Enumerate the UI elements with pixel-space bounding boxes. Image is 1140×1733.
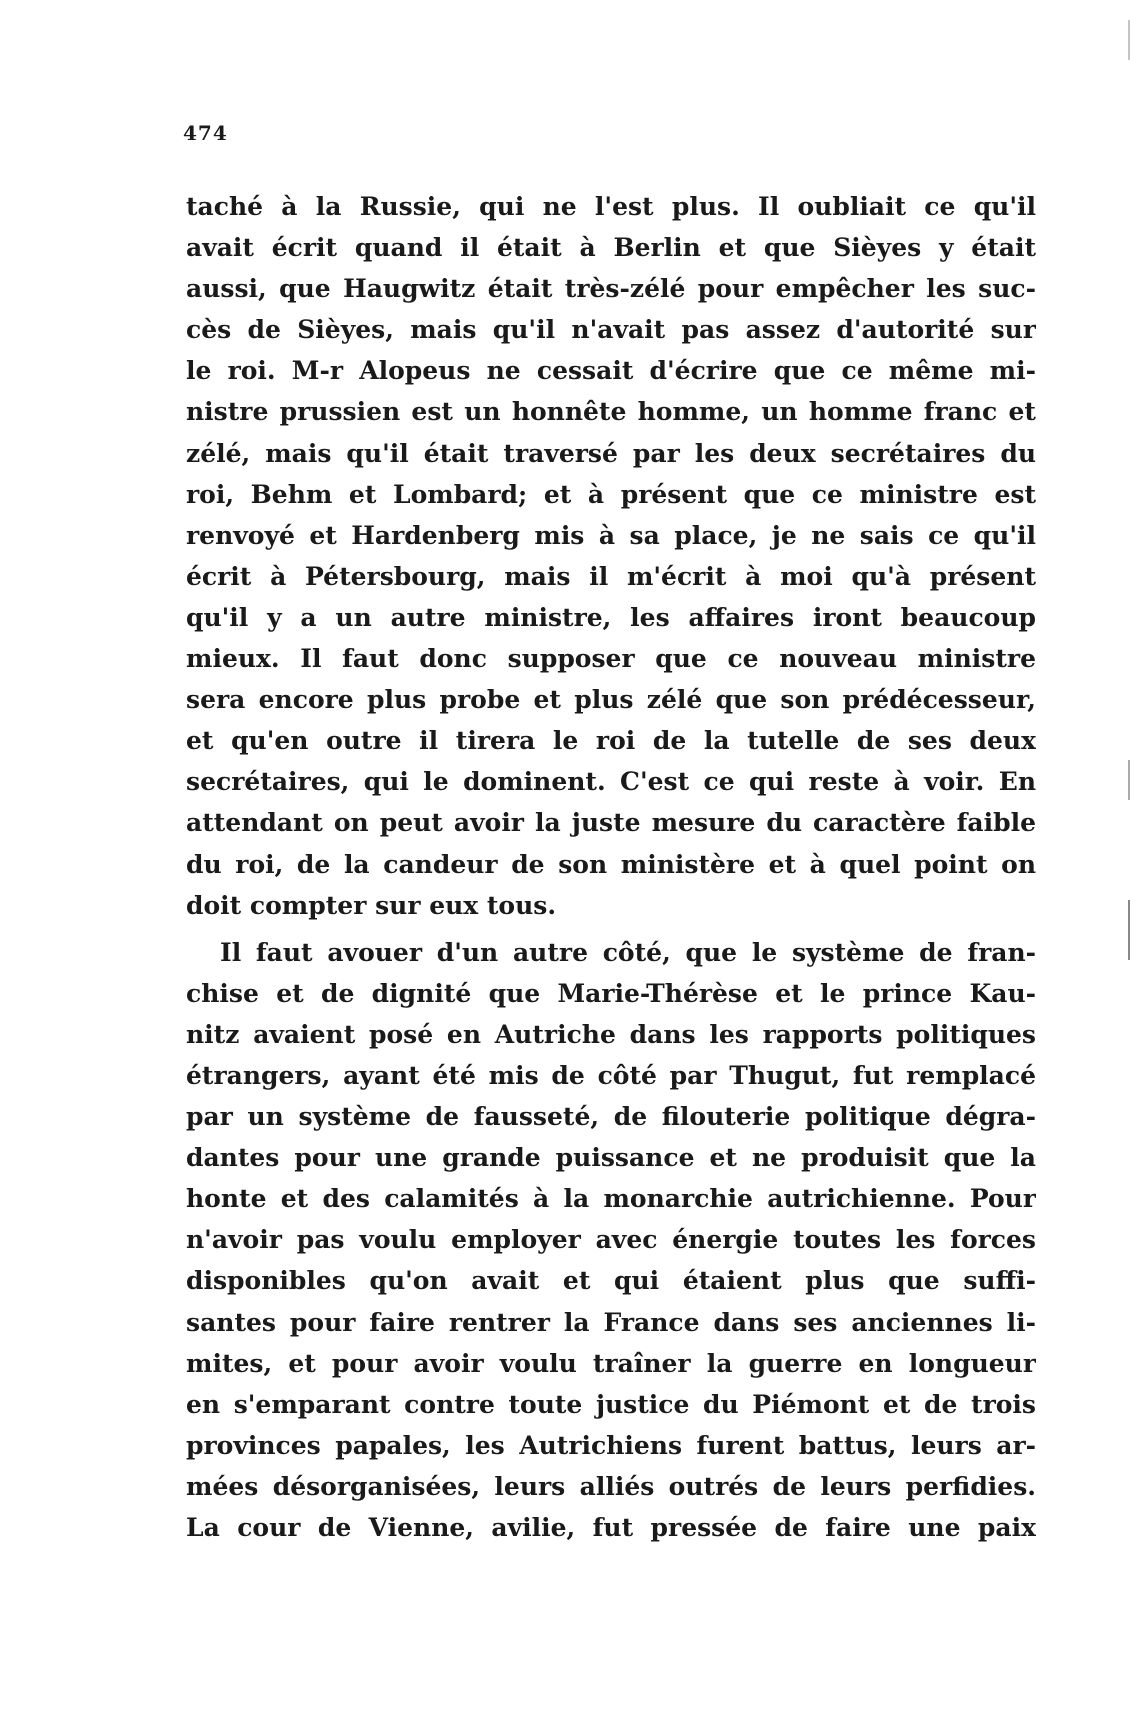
scan-mark: [1128, 900, 1130, 960]
text-line: le roi. M-r Alopeus ne cessait d'écrire que ce même mi-: [186, 356, 1036, 386]
text-line: mites, et pour avoir voulu traîner la guerre en longueur: [186, 1348, 1036, 1378]
scan-mark: [1128, 760, 1130, 800]
text-line: par un système de fausseté, de filouterie politique dégra-: [186, 1102, 1036, 1132]
text-line: mées désorganisées, leurs alliés outrés de leurs perfidies.: [186, 1471, 1036, 1501]
text-line: chise et de dignité que Marie-Thérèse et le prince Kau-: [186, 978, 1036, 1008]
text-line: taché à la Russie, qui ne l'est plus. Il oubliait ce qu'il: [186, 192, 1036, 221]
scan-mark: [1128, 20, 1130, 60]
text-line: La cour de Vienne, avilie, fut pressée de faire une paix: [186, 1513, 1036, 1542]
text-line: mieux. Il faut donc supposer que ce nouveau ministre: [186, 644, 1036, 674]
text-line: n'avoir pas voulu employer avec énergie toutes les forces: [186, 1225, 1036, 1255]
text-line: renvoyé et Hardenberg mis à sa place, je ne sais ce qu'il: [186, 520, 1036, 550]
text-line: sera encore plus probe et plus zélé que son prédécesseur,: [186, 685, 1036, 715]
text-line: qu'il y a un autre ministre, les affaires iront beaucoup: [186, 602, 1036, 632]
text-line: disponibles qu'on avait et qui étaient plus que suffi-: [186, 1266, 1036, 1296]
text-line: et qu'en outre il tirera le roi de la tutelle de ses deux: [186, 726, 1036, 756]
text-line: aussi, que Haugwitz était très-zélé pour empêcher les suc-: [186, 274, 1036, 304]
text-line: provinces papales, les Autrichiens furent battus, leurs ar-: [186, 1430, 1036, 1460]
text-line: en s'emparant contre toute justice du Piémont et de trois: [186, 1389, 1036, 1419]
text-line: Il faut avouer d'un autre côté, que le système de fran-: [220, 937, 1036, 967]
text-line: du roi, de la candeur de son ministère et à quel point on: [186, 849, 1036, 879]
text-line: nistre prussien est un honnête homme, un homme franc et: [186, 397, 1036, 427]
text-line: nitz avaient posé en Autriche dans les rapports politiques: [186, 1019, 1036, 1049]
text-line: étrangers, ayant été mis de côté par Thugut, fut remplacé: [186, 1060, 1036, 1090]
text-line: doit compter sur eux tous.: [186, 890, 557, 920]
text-line: dantes pour une grande puissance et ne produisit que la: [186, 1143, 1036, 1173]
text-line: honte et des calamités à la monarchie autrichienne. Pour: [186, 1184, 1036, 1214]
text-line: avait écrit quand il était à Berlin et que Sièyes y était: [186, 233, 1036, 263]
page-number: 474: [183, 121, 228, 145]
text-line: secrétaires, qui le dominent. C'est ce qui reste à voir. En: [186, 767, 1036, 797]
paragraph-2: [186, 932, 1036, 1548]
paragraph-1: [186, 186, 1036, 926]
text-line: cès de Sièyes, mais qu'il n'avait pas assez d'autorité sur: [186, 315, 1036, 345]
text-line: écrit à Pétersbourg, mais il m'écrit à moi qu'à présent: [186, 561, 1036, 591]
body-text: [186, 186, 1036, 1548]
text-line: zélé, mais qu'il était traversé par les deux secrétaires du: [186, 438, 1036, 468]
text-line: roi, Behm et Lombard; et à présent que ce ministre est: [186, 479, 1036, 509]
text-line: attendant on peut avoir la juste mesure du caractère faible: [186, 808, 1036, 838]
text-line: santes pour faire rentrer la France dans ses anciennes li-: [186, 1307, 1036, 1337]
